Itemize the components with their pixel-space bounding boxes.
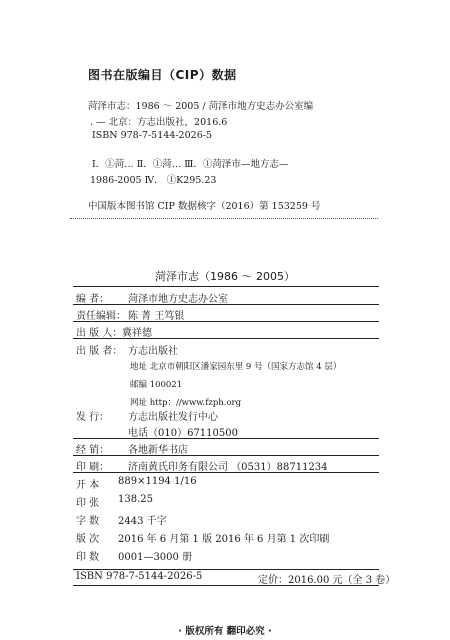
seller-label: 经 销： [76,445,110,456]
row-rule [73,321,379,322]
row-rule [73,455,379,456]
top-rule [73,286,379,287]
row-rule [73,438,379,439]
edition-value: 2016 年 6 月第 1 版 2016 年 6 月第 1 次印刷 [118,534,330,545]
row-rule [73,472,379,473]
printer-label: 印 刷： [76,462,110,473]
print-run-label: 印 数 [76,552,100,563]
cip-data-number: 中国版本图书馆 CIP 数据核字（2016）第 153259 号 [88,201,321,212]
cip-subject-line-1: Ⅰ．①菏… Ⅱ．①菏… Ⅲ．①菏泽市—地方志— [92,159,289,170]
price: 定价：2016.00 元（全 3 卷） [258,575,396,586]
seller-value: 各地新华书店 [128,445,188,456]
copyright-notice: · 版权所有 翻印必究 · [178,626,272,637]
publisher-value: 方志出版社 [128,346,178,357]
dotted-divider [70,218,378,219]
row-rule [73,304,379,305]
isbn-bottom: ISBN 978-7-5144-2026-5 [76,571,203,582]
print-run-value: 0001—3000 册 [118,552,193,563]
responsible-editor-label: 责任编辑： [76,311,126,322]
distributor-phone: 电话（010）67110500 [128,428,238,439]
distributor-value: 方志出版社发行中心 [128,412,218,423]
publisher-website: 网址 http：//www.fzph.org [130,398,242,408]
bottom-rule-bottom [73,585,379,586]
sheets-label: 印 张 [76,498,100,509]
words-value: 2443 千字 [118,516,167,527]
responsible-editor-value: 陈 菁 王笃银 [128,311,185,322]
publisher-person-label: 出 版 人： [76,328,123,339]
format-value: 889×1194 1/16 [118,476,197,487]
publisher-address: 地址 北京市朝阳区潘家园东里 9 号（国家方志馆 4 层） [130,362,342,372]
cip-title: 图书在版编目（CIP）数据 [88,68,237,82]
editor-value: 菏泽市地方史志办公室 [128,294,228,305]
cip-isbn: ISBN 978-7-5144-2026-5 [92,130,212,141]
format-label: 开 本 [76,480,100,491]
words-label: 字 数 [76,516,100,527]
book-title: 菏泽市志（1986 ～ 2005） [155,270,295,283]
cip-citation-line-1: 菏泽市志：1986 ～ 2005 / 菏泽市地方史志办公室编 [88,101,314,112]
editor-label: 编 者： [76,294,110,305]
cip-subject-line-2: 1986-2005 Ⅳ． ①K295.23 [90,175,217,186]
publisher-label: 出 版 者： [76,346,123,357]
publisher-person-value: 冀祥德 [122,328,152,339]
edition-label: 版 次 [76,534,100,545]
distributor-label: 发 行： [76,412,110,423]
publisher-postcode: 邮编 100021 [130,380,183,390]
cip-citation-line-2: . — 北京：方志出版社，2016.6 [90,117,228,128]
row-rule [73,338,379,339]
bottom-rule-top [73,569,379,570]
sheets-value: 138.25 [118,494,153,505]
printer-value: 济南黄氏印务有限公司 （0531）88711234 [128,462,328,473]
